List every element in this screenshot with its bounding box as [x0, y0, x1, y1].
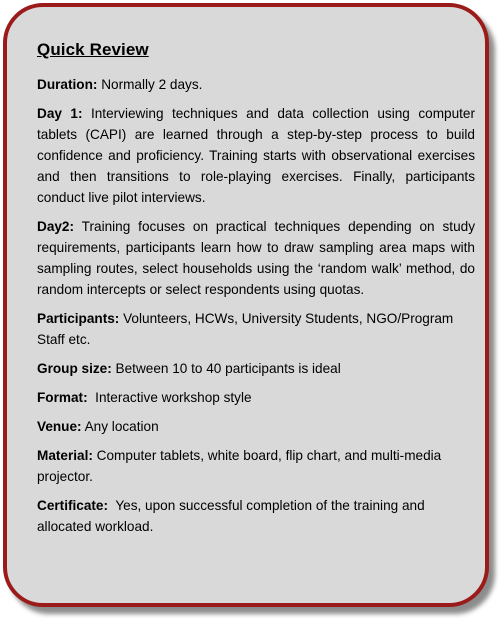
- venue-label: Venue:: [37, 419, 82, 434]
- duration-item: [37, 74, 475, 95]
- day1-item: [37, 103, 475, 208]
- day1-text: Interviewing techniques and data collection using computer tablets (CAPI) are learned through a step-by-step process to build confidence and proficiency. Training starts with observational exercises and then transitions to role-playing exercises. Finally, participants conduct live pilot interviews.: [37, 106, 475, 205]
- participants-text: Volunteers, HCWs, University Students, NGO/Program Staff etc.: [37, 311, 454, 347]
- day1-label: Day 1:: [37, 106, 83, 121]
- day2-text: Training focuses on practical techniques depending on study requirements, participants learn how to draw sampling area maps with sampling routes, select households using the ‘random walk’ method, do random intercepts or select respondents using quotas.: [37, 219, 475, 297]
- day2-item: [37, 216, 475, 300]
- group-size-text: Between 10 to 40 participants is ideal: [111, 361, 341, 376]
- certificate-text: Yes, upon successful completion of the training and allocated workload.: [37, 498, 429, 534]
- card-content: [37, 40, 475, 545]
- certificate-item: [37, 495, 475, 537]
- material-item: [37, 445, 475, 487]
- format-text: Interactive workshop style: [87, 390, 252, 405]
- group-size-item: [37, 358, 475, 379]
- card-title: Quick Review: [37, 40, 149, 59]
- format-label: Format:: [37, 390, 88, 405]
- quick-review-card: [3, 3, 489, 607]
- duration-label: Duration:: [37, 77, 98, 92]
- material-text: Computer tablets, white board, flip chart, and multi-media projector.: [37, 448, 442, 484]
- participants-item: [37, 308, 475, 350]
- certificate-label: Certificate:: [37, 498, 109, 513]
- group-size-label: Group size:: [37, 361, 112, 376]
- venue-text: Any location: [81, 419, 159, 434]
- format-item: [37, 387, 475, 408]
- day2-label: Day2:: [37, 219, 75, 234]
- duration-text: Normally 2 days.: [97, 77, 203, 92]
- venue-item: [37, 416, 475, 437]
- participants-label: Participants:: [37, 311, 120, 326]
- material-label: Material:: [37, 448, 93, 463]
